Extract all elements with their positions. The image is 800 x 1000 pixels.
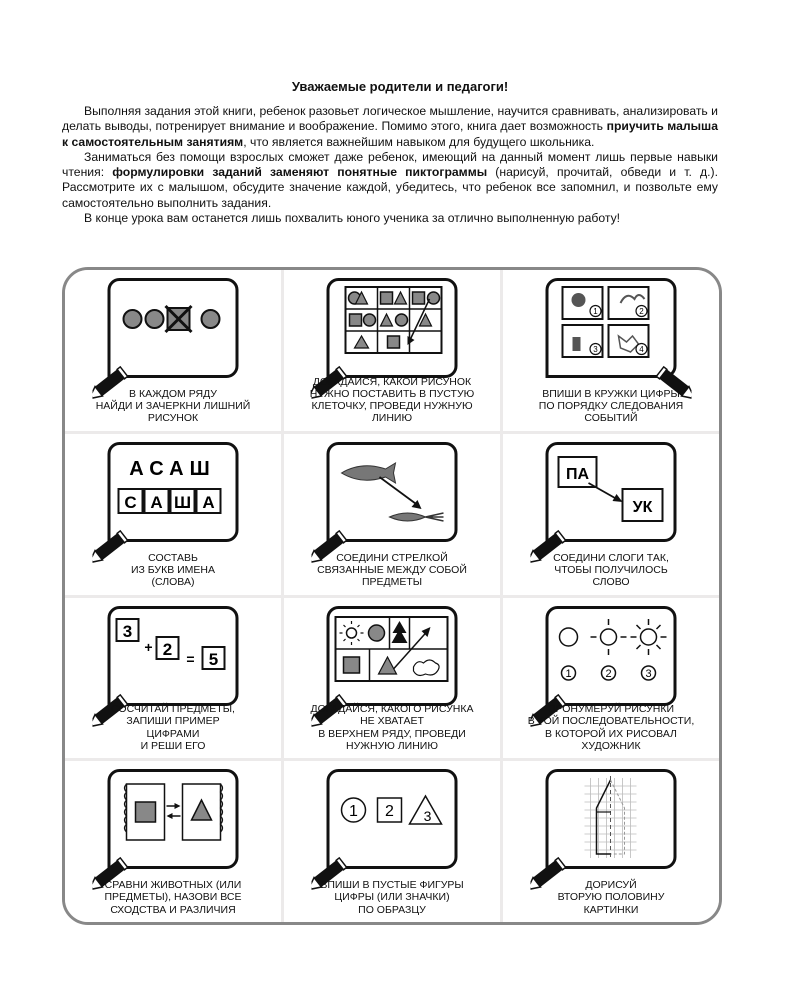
caption-line: ЧТОБЫ ПОЛУЧИЛОСЬ	[554, 563, 668, 576]
caption-line: В ВЕРХНЕМ РЯДУ, ПРОВЕДИ	[318, 727, 466, 740]
equals-sign: =	[186, 650, 195, 667]
caption	[65, 703, 281, 752]
caption	[284, 376, 500, 425]
intro-text-1a: Выполняя задания этой книги, ребенок разовьет логическое мышление, научится сравнивать, анализировать и делать выводы, потренирует внимание и воображение. Помимо этого, книга дает возможность	[62, 104, 718, 134]
caption-line: ПО ПОРЯДКУ СЛЕДОВАНИЯ	[538, 400, 684, 413]
caption	[503, 703, 719, 752]
caption-line: СОСТАВЬ	[148, 551, 198, 564]
pictogram-syllables	[503, 434, 719, 595]
shape-number: 3	[423, 808, 432, 825]
caption-line: ПРЕДМЕТЫ	[361, 576, 423, 589]
pictogram-card	[327, 442, 458, 542]
shape-number: 1	[349, 803, 358, 821]
caption-line: РИСУНОК	[147, 412, 199, 425]
caption-line: НУЖНО ПОСТАВИТЬ В ПУСТУЮ	[309, 387, 475, 400]
caption-line: В ТОЙ ПОСЛЕДОВАТЕЛЬНОСТИ,	[527, 715, 695, 728]
pictogram-card	[108, 442, 239, 542]
caption-line: СОЕДИНИ СЛОГИ ТАК,	[553, 551, 669, 564]
caption-line: ХУДОЖНИК	[581, 739, 641, 752]
caption-line: ИЗ БУКВ ИМЕНА	[130, 563, 216, 576]
pictogram-numbering	[503, 598, 719, 759]
number-label: 3	[593, 345, 598, 354]
caption-line: НУЖНУЮ ЛИНИЮ	[346, 739, 438, 752]
intro-bold-2: формулировки заданий заменяют понятные пиктограммы	[112, 165, 488, 180]
caption-line: (СЛОВА)	[151, 576, 195, 589]
pictogram-symmetry	[503, 761, 719, 922]
caption-line: ПРЕДМЕТЫ), НАЗОВИ ВСЕ	[104, 891, 242, 904]
pictogram-card	[546, 606, 677, 706]
caption-line: ПРОНУМЕРУЙ РИСУНКИ	[547, 703, 675, 716]
caption	[284, 703, 500, 752]
pictogram-sequence	[503, 270, 719, 431]
caption-line: ЗАПИШИ ПРИМЕР	[126, 715, 220, 728]
pictogram-card	[327, 278, 458, 378]
pictogram-grid	[62, 267, 722, 925]
caption-line: КЛЕТОЧКУ, ПРОВЕДИ НУЖНУЮ	[311, 400, 473, 413]
caption	[284, 552, 500, 589]
intro-text-2a: Заниматься без помощи взрослых сможет даже ребенок, имеющий на данный момент лишь первые навыки чтения:	[62, 149, 718, 180]
caption-line: В КОТОРОЙ ИХ РИСОВАЛ	[545, 727, 677, 740]
pictogram-compose-word	[65, 434, 281, 595]
pictogram-connect-objects	[284, 434, 500, 595]
caption	[65, 552, 281, 589]
pictogram-fill-shapes	[284, 761, 500, 922]
letter-box: С	[124, 492, 137, 512]
caption-line: ВПИШИ В ПУСТЫЕ ФИГУРЫ	[320, 879, 464, 892]
intro-text-2c: (нарисуй, прочитай, обведи и т. д.). Рассмотрите их с малышом, обсудите значение каждой, убедитесь, что ребенок все запомнил, и позвольте ему самостоятельно выполнить задания.	[62, 165, 718, 210]
pictogram-card	[108, 769, 239, 869]
pictogram-cross-out	[65, 270, 281, 431]
letter-box: Ш	[173, 492, 192, 512]
pictogram-matrix	[284, 270, 500, 431]
number-label: 1	[565, 667, 572, 680]
intro-text	[62, 104, 718, 226]
number-label: 4	[639, 345, 644, 354]
letter-box: А	[150, 492, 163, 512]
intro-paragraph-1	[62, 104, 718, 150]
caption-line: ЛИНИЮ	[371, 412, 413, 425]
caption-line: СХОДСТВА И РАЗЛИЧИЯ	[110, 903, 236, 916]
caption	[503, 552, 719, 589]
number-label: 2	[639, 307, 644, 316]
caption-line: СОСЧИТАЙ ПРЕДМЕТЫ,	[111, 703, 235, 716]
result: 5	[208, 649, 219, 669]
plus-sign: +	[144, 638, 153, 655]
pictogram-compare	[65, 761, 281, 922]
pictogram-card	[327, 606, 458, 706]
caption-line: СЛОВО	[592, 576, 630, 589]
caption	[65, 388, 281, 425]
caption-line: ПО ОБРАЗЦУ	[358, 903, 426, 916]
pictogram-missing	[284, 598, 500, 759]
operand-a: 3	[122, 621, 133, 641]
pictogram-count	[65, 598, 281, 759]
caption-line: НЕ ХВАТАЕТ	[360, 715, 424, 728]
caption	[284, 879, 500, 916]
caption-line: СОЕДИНИ СТРЕЛКОЙ	[336, 551, 448, 564]
page-title: Уважаемые родители и педагоги!	[291, 79, 509, 94]
caption-line: В КАЖДОМ РЯДУ	[129, 387, 217, 400]
intro-text-1c: , что является важнейшим навыком для будущего школьника.	[243, 134, 595, 149]
caption	[503, 388, 719, 425]
caption-line: ЦИФРАМИ	[146, 727, 200, 740]
number-label: 1	[593, 307, 598, 316]
caption-line: КАРТИНКИ	[583, 903, 639, 916]
syllable-2: УК	[632, 498, 653, 516]
caption-line: И РЕШИ ЕГО	[140, 739, 206, 752]
scrambled-word: АСАШ	[129, 457, 216, 480]
caption	[503, 879, 719, 916]
pictogram-card	[546, 278, 677, 378]
caption-line: СВЯЗАННЫЕ МЕЖДУ СОБОЙ	[317, 563, 467, 576]
caption-line: ЦИФРЫ (ИЛИ ЗНАЧКИ)	[334, 891, 450, 904]
pictogram-card	[546, 769, 677, 869]
syllable-1: ПА	[565, 465, 590, 483]
intro-paragraph-2	[62, 150, 718, 211]
caption-line: ДОГАДАЙСЯ, КАКОЙ РИСУНОК	[312, 375, 472, 388]
caption-line: ДОГАДАЙСЯ, КАКОГО РИСУНКА	[310, 703, 474, 716]
caption-line: ВПИШИ В КРУЖКИ ЦИФРЫ	[542, 387, 680, 400]
caption-line: ВТОРУЮ ПОЛОВИНУ	[557, 891, 665, 904]
pictogram-card	[108, 606, 239, 706]
pictogram-card	[546, 442, 677, 542]
intro-paragraph-3: В конце урока вам останется лишь похвалить юного ученика за отлично выполненную работу!	[84, 211, 621, 226]
pictogram-card	[108, 278, 239, 378]
letter-box: А	[202, 492, 215, 512]
intro-bold-1: приучить малыша к самостоятельным занятиям	[62, 119, 718, 149]
caption	[65, 879, 281, 916]
caption-line: СОБЫТИЙ	[584, 412, 638, 425]
pictogram-card	[327, 769, 458, 869]
operand-b: 2	[162, 639, 173, 659]
number-label: 3	[645, 667, 652, 680]
caption-line: СРАВНИ ЖИВОТНЫХ (ИЛИ	[104, 879, 242, 892]
caption-line: НАЙДИ И ЗАЧЕРКНИ ЛИШНИЙ	[95, 400, 251, 413]
shape-number: 2	[385, 803, 394, 821]
number-label: 2	[605, 667, 612, 680]
caption-line: ДОРИСУЙ	[585, 879, 637, 892]
